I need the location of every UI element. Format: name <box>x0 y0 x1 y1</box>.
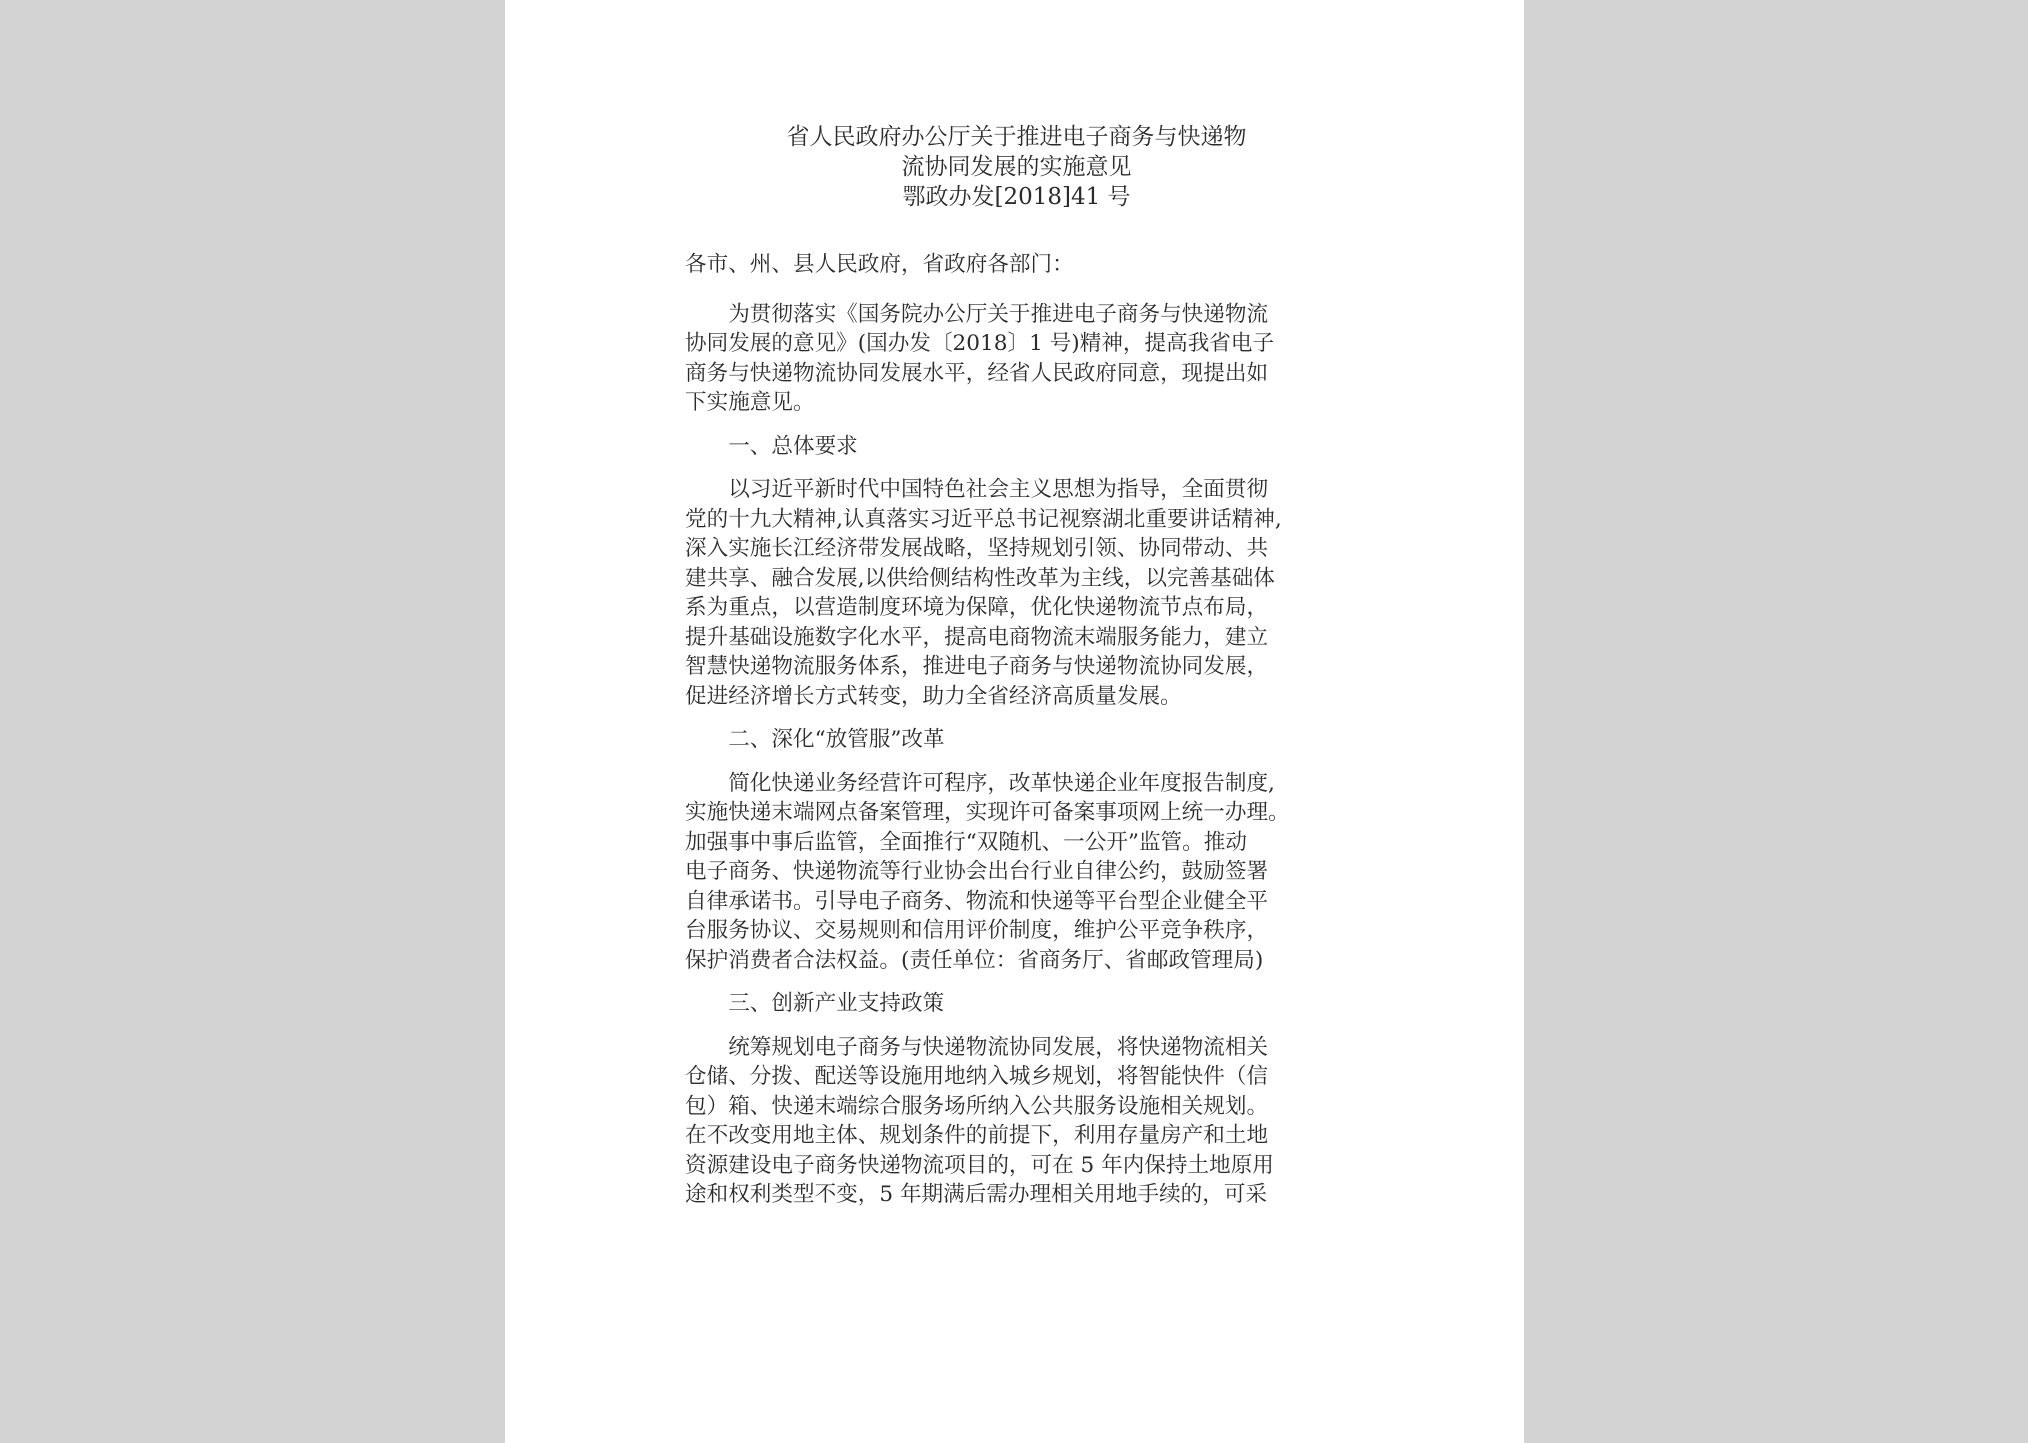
section-heading-1: 一、总体要求 <box>728 433 858 459</box>
text-line: 智慧快递物流服务体系，推进电子商务与快递物流协同发展， <box>685 654 1269 679</box>
text-line: 协同发展的意见》(国办发〔2018〕1 号)精神，提高我省电子 <box>685 331 1275 356</box>
text-line: 提升基础设施数字化水平，提高电商物流末端服务能力，建立 <box>685 624 1269 650</box>
section-1-paragraph <box>685 475 1348 711</box>
text-line: 资源建设电子商务快递物流项目的，可在 5 年内保持土地原用 <box>685 1152 1274 1178</box>
text-line: 途和权利类型不变，5 年期满后需办理相关用地手续的，可采 <box>685 1182 1268 1207</box>
section-heading-3: 三、创新产业支持政策 <box>728 991 945 1016</box>
text-line: 商务与快递物流协同发展水平，经省人民政府同意，现提出如 <box>685 360 1269 386</box>
text-line: 深入实施长江经济带发展战略，坚持规划引领、协同带动、共 <box>685 536 1269 561</box>
text-line: 建共享、融合发展,以供给侧结构性改革为主线，以完善基础体 <box>685 565 1275 591</box>
text-line: 以习近平新时代中国特色社会主义思想为指导，全面贯彻 <box>728 477 1269 502</box>
text-line: 系为重点，以营造制度环境为保障，优化快递物流节点布局， <box>685 595 1269 620</box>
document-page <box>505 0 1524 1443</box>
text-line: 实施快递末端网点备案管理，实现许可备案事项网上统一办理。 <box>685 800 1290 825</box>
text-line: 台服务协议、交易规则和信用评价制度，维护公平竞争秩序， <box>685 918 1269 943</box>
salutation: 各市、州、县人民政府，省政府各部门： <box>685 252 1074 277</box>
intro-paragraph <box>685 300 1348 418</box>
document-title <box>685 122 1348 212</box>
text-line: 自律承诺书。引导电子商务、物流和快递等平台型企业健全平 <box>685 888 1269 914</box>
text-line: 下实施意见。 <box>685 390 815 415</box>
text-line: 简化快递业务经营许可程序，改革快递企业年度报告制度, <box>728 770 1275 796</box>
text-line: 促进经济增长方式转变，助力全省经济高质量发展。 <box>685 683 1182 709</box>
text-line: 仓储、分拨、配送等设施用地纳入城乡规划，将智能快件（信 <box>685 1064 1269 1089</box>
text-line: 党的十九大精神,认真落实习近平总书记视察湖北重要讲话精神, <box>685 506 1282 532</box>
text-line: 电子商务、快递物流等行业协会出台行业自律公约，鼓励签署 <box>685 859 1269 884</box>
text-line: 保护消费者合法权益。(责任单位：省商务厅、省邮政管理局) <box>685 947 1264 973</box>
section-heading-2: 二、深化“放管服”改革 <box>728 727 945 752</box>
text-line: 在不改变用地主体、规划条件的前提下，利用存量房产和土地 <box>685 1123 1269 1148</box>
title-line-1: 省人民政府办公厅关于推进电子商务与快递物 <box>786 124 1247 150</box>
text-line: 加强事中事后监管，全面推行“双随机、一公开”监管。推动 <box>685 829 1247 855</box>
section-2-paragraph <box>685 769 1348 976</box>
text-line: 为贯彻落实《国务院办公厅关于推进电子商务与快递物流 <box>728 301 1269 327</box>
text-line: 包）箱、快递末端综合服务场所纳入公共服务设施相关规划。 <box>685 1093 1269 1119</box>
title-line-2: 流协同发展的实施意见 <box>901 154 1132 180</box>
text-line: 统筹规划电子商务与快递物流协同发展，将快递物流相关 <box>728 1034 1269 1060</box>
section-3-paragraph <box>685 1033 1348 1210</box>
document-number: 鄂政办发[2018]41 号 <box>902 184 1131 210</box>
document-body <box>685 250 1348 1210</box>
